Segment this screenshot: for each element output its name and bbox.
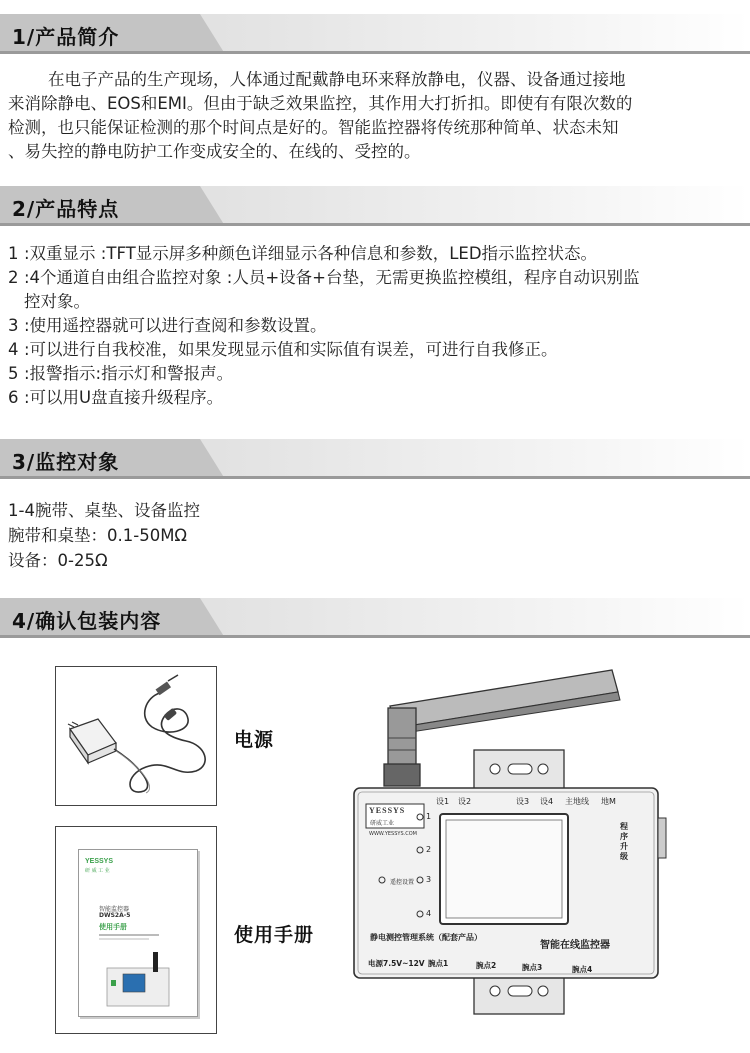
intro-line-2: 来消除静电、EOS和EMI。但由于缺乏效果监控，其作用大打折扣。即使有有限次数的: [8, 94, 633, 113]
list-item: 5 :报警指示:指示灯和警报声。: [8, 364, 234, 383]
channel-led-3: 3: [426, 875, 432, 884]
power-label: 电源: [234, 729, 275, 751]
manual-brand: YESSYS: [85, 858, 114, 865]
wrist-point-2-label: 腕点2: [476, 961, 497, 970]
manual-box: [55, 826, 217, 1034]
intro-line-4: 、易失控的静电防护工作变成安全的、在线的、受控的。: [8, 142, 421, 161]
wrist-point-3-label: 腕点3: [522, 963, 543, 972]
section-header-package: [0, 598, 750, 638]
section-header-features: [0, 186, 750, 226]
monitor-line-2: 腕带和桌垫：0.1-50MΩ: [8, 526, 188, 545]
device-brand-cn: 研威工业: [370, 820, 395, 827]
intro-line-3: 检测，也只能保证检测的那个时间点是好的。智能监控器将传统那种简单、状态未知: [8, 118, 619, 137]
section-header-intro: [0, 14, 750, 54]
power-input-label: 电源7.5V~12V: [368, 959, 425, 968]
device-brand: YESSYS: [369, 806, 406, 815]
list-item: 2 :4个通道自由组合监控对象 :人员+设备+台垫，无需更换监控模组，程序自动识别监 控对象。: [8, 268, 640, 311]
manual-product-name: 智能监控器: [99, 906, 130, 913]
channel-led-4: 4: [426, 909, 432, 918]
list-item: 1 :双重显示 :TFT显示屏多种颜色详细显示各种信息和参数，LED指示监控状态。: [8, 244, 598, 263]
section-title-package: 4/确认包装内容: [12, 609, 162, 633]
intro-line-1: 在电子产品的生产现场，人体通过配戴静电环来释放静电，仪器、设备通过接地: [48, 70, 626, 89]
device-top-label-6: 地M: [601, 797, 616, 806]
device-top-label-1: 设1: [436, 797, 450, 806]
manual-title: 使用手册: [99, 923, 127, 931]
intro-paragraph: [8, 68, 744, 164]
manual-brand-cn: 研 威 工 业: [85, 868, 110, 874]
device-product-name: 智能在线监控器: [540, 940, 610, 951]
list-item: 6 :可以用U盘直接升级程序。: [8, 388, 224, 407]
manual-model: DWS2A-5: [99, 912, 131, 919]
monitor-targets: [8, 498, 200, 573]
power-adapter-box: [55, 666, 217, 806]
monitor-line-1: 1-4腕带、桌垫、设备监控: [8, 501, 200, 520]
manual-booklet-icon: [78, 849, 198, 1017]
features-list: [8, 242, 744, 410]
section-header-monitor: [0, 439, 750, 479]
device-top-label-5: 主地线: [565, 797, 589, 806]
section-title-monitor: 3/监控对象: [12, 450, 120, 474]
section-title-intro: 1/产品简介: [12, 25, 120, 49]
remote-setting-label: 遥控设置: [390, 879, 415, 886]
device-system-name: 静电测控管理系统（配套产品）: [370, 933, 482, 942]
device-top-label-3: 设3: [516, 797, 530, 806]
firmware-upgrade-label: 程 序 升 级: [620, 822, 628, 861]
list-item: 4 :可以进行自我校准，如果发现显示值和实际值有误差，可进行自我修正。: [8, 340, 558, 359]
channel-led-2: 2: [426, 845, 432, 854]
power-adapter-icon: [56, 667, 216, 805]
monitor-line-3: 设备：0-25Ω: [8, 551, 108, 570]
wrist-point-4-label: 腕点4: [572, 965, 593, 974]
device-top-label-4: 设4: [540, 797, 554, 806]
channel-led-1: 1: [426, 812, 432, 821]
wrist-point-1-label: 腕点1: [428, 959, 449, 968]
device-website: WWW.YESSYS.COM: [369, 831, 417, 837]
section-title-features: 2/产品特点: [12, 197, 120, 221]
list-item: 3 :使用遥控器就可以进行查阅和参数设置。: [8, 316, 327, 335]
device-top-label-2: 设2: [458, 797, 472, 806]
manual-label: 使用手册: [234, 924, 315, 946]
manual-device-thumbnail-icon: [103, 950, 175, 1010]
